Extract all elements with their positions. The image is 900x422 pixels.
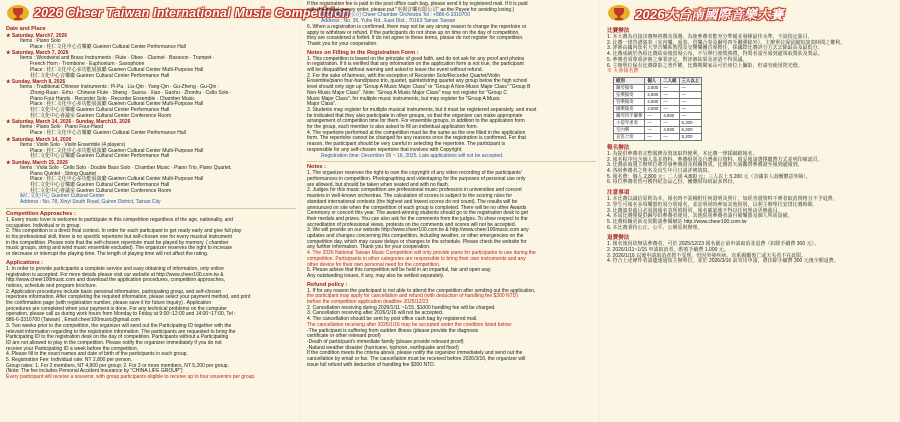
schedule-line: Piano Four Hands · Recorder Solo · Recorder Ensemble · Chamber Music [30,95,195,102]
venue-name: 歸仁文化中心 Gueiren Cultural Center [20,193,105,200]
table-cell: 2,800 [645,105,661,112]
table-row [614,84,702,91]
table-row [614,119,702,126]
note-line: Music Major Class", for multiple music instruments, but may register for "Group A Music [307,95,501,102]
refund-line: 2. Cancellation receiving during 2026/1/11 ~1/15, $1000 handling fee will be charged. [307,304,496,311]
approaches-heading: Competition Approaches : [6,210,76,217]
schedule-line: 桂仁文化中心音樂廳 Gueiren Cultural Center Performance Hall [30,153,170,160]
refund-line: The cancellation receiving after 2026/1/16 may be accepted under the condition listed below: [307,321,513,328]
chinese-column [603,0,900,422]
schedule-line: Items : Viola Solo · Cello Solo · Double Bass Solo · Chamber Music · Piano Trio, Piano Quartet, [20,164,232,171]
payment-line: If the registration fee is paid in the post office cash bag, please send it by registered mail. If it is paid [307,1,528,7]
application-line: 5. Registration Fee: Individual rate: NT 2,800 per person. [6,357,133,364]
rule-line-zh: 6. 主辦單位保有比賽錄影之著作權，比賽期間家長可於座位上攝影，但請勿使用閃光燈。 [607,62,803,69]
divider [307,161,596,162]
refund-heading-zh: 退費辦法 [607,235,630,242]
table-cell: — [645,126,661,133]
rule-line-zh: 1. 本大賽為直接決賽無初賽及預賽，為使參賽者能充分準備並發揮最佳水準，不設指定曲目。 [607,34,813,40]
note-line: Ceremony or concert this year. The award-winning students should go to the registration desk to get [307,210,528,217]
table-cell: 5,200 [679,126,702,133]
application-line: http://www.cheer100music.com and download the application procedures, competition approaches, [6,277,226,284]
approaches-text [6,218,296,258]
note-line: Non-Music Major Class". Note: "Group A Music Major Class" may not register for "Group C [307,89,507,96]
refund-text-zh [607,242,896,265]
refund-line-zh: 1. 報名後因故無法參賽者，可於 2025/12/23 報名截止前申請取消並退費（扣除手續費 300 元）。 [607,241,819,248]
application-line: notices, schedule and program brochure. [6,282,97,289]
table-cell: — [645,112,661,119]
notes-tail [307,268,596,279]
refund-line: certificate or other relevant proof) [307,333,381,340]
schedule-line: Items : Violin Solo · Violin Ensemble (4 players) [20,141,126,148]
table-cell: — [661,105,679,112]
note-line: Any outstanding issues, if any, may also be settled separately. [307,272,445,279]
piano-note-line: 4. The 2026 National Taiwan Music Competition will only provide piano for participants to use during the [307,250,536,257]
souvenir-note: Every participant will receive a souvenir, with group participants eligible to receive up to four souvenirs per group. [6,374,256,381]
approach-line: occupation. Individual or in group. [6,222,81,229]
table-cell: 鋼琴四手聯彈 [614,112,645,119]
refund-text [307,289,596,369]
schedule-line: Items : Woodwind and Brass Instruments : Flute · Oboe · Clarinet · Bassoon · Trumpet · [20,55,215,62]
schedule-line: Place : 桂仁文化中心音樂廳 Gueiren Cultural Center Performance Hall [30,130,186,137]
table-cell: — [661,119,679,126]
refund-line: cancellation by email or fax. The cancellation must be received before 2026/3/16, the organizer will [307,356,526,363]
refund-line: 1. If for any reason the participant is not able to attend the competition after sending out the application, [307,287,536,294]
notes-form-heading: Notes on Filling in the Registration Form : [307,49,419,56]
schedule-line: Place : 桂仁文化中心多功能展演廳 Gueiren Cultural Center Multi-Purpose Hall [30,147,204,154]
refund-line: -Death of participant's immediate family (please provide relevant proof) [307,338,464,345]
note-line: 2. For the sake of fairness, with the exception of Recorder Solo/Recorder Quartet/Violin [307,72,501,79]
table-cell: — [661,98,679,105]
registration-heading-zh: 報名辦法 [607,144,630,151]
application-line: registration is accepted. For more details please visit our website at http://www.cheer100.com.tw & [6,271,224,278]
schedule-line: 桂仁文化中心音樂廳 Gueiren Cultural Center Performance Hall [30,182,170,189]
payment-line: apply to withdraw or refund. If the participants do not show up on time on the day of competition, [307,29,520,36]
note-line: responsible for any self-chosen repertoire that involves with Copyright. [307,146,463,153]
table-cell: — [679,105,702,112]
schedule-line: 桂仁文化中心會議室 Gueiren Cultural Center Conference Room [30,112,172,119]
table-cell: 2,800 [645,98,661,105]
table-cell: — [661,84,679,91]
application-line: 886-6-3310700 (Taiwan) , Email:cheer100music@gmail.com [6,317,141,324]
refund-line-zh: 2. 2026/1/11~1/15 申請取消者，酌收手續費 1,000 元。 [607,247,729,254]
registration-line-zh: 3. 比賽前兩週主辦單位將寄發參賽證及相關資訊，比賽當天請攜帶參賽證至報到處報到。 [607,162,803,169]
application-line: 4. Please fill in the exact names and date of birth of the participants in each group. [6,351,188,358]
note-line-zh: 3. 比賽演奏曲目必須與報名表所填相同，報名確認後不得以任何理由更換曲目。 [607,207,783,214]
competition-title-zh [607,2,896,24]
note-line: are allowed, but should be taken when seated and with no flash. [307,181,450,188]
note-line: 1. This competition is based on the principle of good faith, and do not ask for any proof and photos [307,55,525,62]
table-cell: 室內樂 [614,126,645,133]
payment-line: 奕舒音樂有限公司 Cheer Chamber Orchestra Tel : +886-6-3310700 [321,12,470,19]
piano-only-note [307,251,596,268]
piano-note-line: competition. Participants in other categories are responsible to bring their own instruments and any [307,255,526,262]
application-line: Participating ID to the registration desk on the day of competition. Participants without a Participating [6,334,229,341]
payment-line: Address : No. 36, Yuhe Rd., East Dist., 70163 Tainan Taiwan [321,18,456,25]
registration-text-zh [607,152,896,186]
application-line: repertoire information. After completing the required information, please select your payment method, and print [6,294,251,301]
note-line: 3. Students may register for multiple musical instruments, but it must be registered separately, and must [307,106,537,113]
table-cell: 4,800 [661,112,679,119]
fee-table [613,77,702,141]
note-line: their medals and prizes. You can also ask for the comments from the judges. To show respect to the [307,215,528,222]
approach-line: in the competition. Please note that the self-chosen repertoire must be played by memory. ( chamber [6,239,229,246]
table-cell: 2,800 [645,84,661,91]
refund-line: If the condition meets the criteria above, please notify the organizer immediately and send out the [307,350,523,357]
refund-line: 4. The cancellation should be sent by post office cash bag by registered mail. [307,316,478,323]
schedule-line: Items : Piano Solo · Piano Four-Hand [20,124,104,131]
table-cell: — [679,98,702,105]
registration-line-zh: 4. 各組參賽者之姓名及出生年月日請詳實填寫。 [607,168,713,175]
note-line: form. The repertoire cannot be changed for any reasons once the registration is confirmed. For that [307,135,526,142]
refund-line: issue full refund with deduction of handling fee $300 NTD. [307,361,436,368]
note-line: accreditation of professional views, protests on the comments and scores will not be accepted. [307,221,516,228]
note-line: 2. Judges for this music competition are professional music professors in universities and concert [307,187,522,194]
application-line: the confirmation page (with registration number, please save it for future inquiry) . Application [6,300,212,307]
note-line: standard international contests (the highest and lowest scores do not count). The results will be [307,198,518,205]
table-cell: 國樂獨奏 [614,105,645,112]
application-line: ID are not allowed to play in the competition. Please notify the organizer immediately if you do not [6,339,222,346]
divider [6,208,296,209]
note-line: for the group, each member is also asked to fill an individual application form. [307,124,478,131]
note-line: will be disqualified without warning and asked to leave the event without refund. [307,67,483,74]
applications-heading: Applications : [6,259,43,266]
table-cell: 2,800 [645,91,661,98]
schedule-line: French Horn · Trombone · Euphonium · Saxophone [30,61,145,68]
note-line: 5. Please advise that this competition will be held in an impartial, fair and open way. [307,267,492,274]
note-line: 3. We will provide on our website http://www.cheer100.com.tw & http://www.cheer100music.com any [307,227,529,234]
registration-line-zh: 2. 報名程序包含個人基本資料、參賽組別及自選曲目資料，填妥後請選擇繳費方式並列印確認頁。 [607,156,823,163]
application-line: receive your Participating ID a week before the competition. [6,345,139,352]
table-cell: — [679,91,702,98]
schedule-date: ★ Sunday, March 15, 2026 [6,159,68,166]
trophy-logo-icon [607,4,631,22]
table-cell: 二人組 [661,77,679,84]
table-cell: 5,200 [679,133,702,140]
table-cell: — [661,133,679,140]
notes-form-text [307,57,596,154]
note-line: in registration. If it is verified that any information on the application form is not true, the participant [307,61,524,68]
table-cell: 三人以上 [679,77,702,84]
schedule-line: 桂仁文化中心會議室 Gueiren Cultural Center Conference Room [30,187,172,194]
approach-line: 2. This competition is a direct final contest. In order for each participant to get ready early and give full play [6,228,242,235]
application-line: procedures are completed when your payment is done. For any technical problems on the computer [6,305,227,312]
schedule-line: Place : 桂仁文化中心多功能展演廳 Gueiren Cultural Center Multi-Purpose Hall [30,101,204,108]
table-cell: 鋼琴獨奏 [614,84,645,91]
table-cell: 弦樂獨奏 [614,91,645,98]
application-line: 3. Two weeks prior to the competition, the organizer will send out the Participating ID together with the [6,322,232,329]
payment-info [307,2,596,48]
rules-text-zh [607,35,896,69]
table-row [614,91,702,98]
schedule-date: ★ Sunday, March 8, 2026 [6,79,66,86]
registration-line-zh: 5. 報名費：個人 2,800 元；二人組 4,800 元；三人以上 5,200 元（含國泰人壽團體意外險）。 [607,173,811,180]
registration-line-zh: 6. 每位參賽者皆可獲得紀念品乙份，團體組每組最多四份。 [607,179,738,186]
note-line: performances in competition. Photographing and videotaping for the purposes of personal use only [307,175,526,182]
approach-line: to his professional skill, there is no specific repertoire but self-chosen one for every musical instrument [6,233,232,240]
notes-text [307,171,596,251]
approach-line: 1. Every music lover is welcome to participate in this competition regardless of the age, nationality, and [6,216,233,223]
table-cell: 5,200 [679,119,702,126]
approach-line: music groups, string and wind music ensemble excluded). The organizer reserves the right to increase [6,245,233,252]
piano-note-line: other device for their own personal need for the competition. [307,261,441,268]
rule-line-zh: 2. 比賽一律背譜演奏（室內樂、重奏、管樂合奏及鋼琴四手聯彈除外），主辦單位保留縮短演奏時間之權利。 [607,39,846,46]
table-cell: 小提琴重奏 [614,119,645,126]
payment-line: 6. When a registration is confirmed, there may not be any strong reason to change the repertoire or [307,23,527,30]
venue-address: Address : No. 78, Xinyi South Road, Guiren District, Tainan City [20,199,161,206]
title-text: 2026 Cheer Taiwan International Music Competition [34,6,350,20]
note-line: announced on site when the competition of each group is completed. There will be no other Awards [307,204,527,211]
table-row [614,126,702,133]
competition-title-en [6,2,350,24]
note-line: level should only sign up "Group A Music Major Class" or "Group A Non-Music Major Class" "Group B [307,84,531,91]
application-line: relevant information regarding to the registration information. The participants are requested to bring the [6,328,236,335]
rule-line-zh: 5. 參賽者須尊重評審之專業評定，對評審結果及評語不得異議。 [607,56,748,63]
note-line-zh: 1. 本比賽以誠信原則為本，報名時不需檢附任何證明及照片，如經查證資料不實者取消資格且不予退費。 [607,196,838,203]
refund-line: before the competition application deadline 2025/12/23 [307,299,429,306]
note-line-zh: 5. 比賽相關更新及異動請參閱網站 http://www.cheer100.com.tw [607,218,747,225]
rules-heading-zh: 比賽辦法 [607,28,630,34]
table-cell: — [679,112,702,119]
schedule-line: Items : Piano Solo [20,38,61,44]
application-line: 1. In order to provide participants a complete service and easy obtaining of information, only online [6,265,224,272]
rule-line-zh: 4. 比賽成績於各組比賽結束後當場公布，不另舉行頒獎典禮，得獎者請至報到處領取獎狀及獎品。 [607,51,823,58]
note-line: reason, the participant should be very careful in selecting the repertoire. The participant is [307,141,506,148]
applications-text [6,267,296,375]
schedule-line: Zhong-Ruan · Erhu · Chinese Flute · Sheng · Suona · Xiao · Gaohu · Zhonhu · Cello Solo · [30,89,232,96]
note-line: updates and changes concerning this competition, including weather, or other emergencies on the [307,233,524,240]
note-line: be indicated that they also participate in other groups, so that the organizer can make appropriate [307,112,523,119]
table-cell: — [661,91,679,98]
note-line: Ensemble/piano four-hand/piano trio, quartet, quintet/string quartet any group below the high school [307,78,528,85]
table-row [614,105,702,112]
note-line: masters in well-known orchestras. The calculation of scores is subject to the scoring rules for [307,193,512,200]
english-column-right [303,0,600,422]
date-place-heading: Date and Place [6,26,46,32]
refund-line-zh: 4. 符合上述條件者請儘速通知主辦單位，並於 2026/3/16 前寄出申請，將扣除手續費 300 元後全額退費。 [607,258,839,265]
rule-line-zh: 3. 評審由國內知名大學音樂系教授及交響樂團首席擔任，採國際比賽評分方式去除最高及最低分。 [607,45,823,52]
table-cell: 直笛合奏 [614,133,645,140]
payment-line: they are considered a forfeit. If do not agree to these terms, please do not register for competition. [307,35,524,42]
refund-line: 3. Cancellation receiving after 2026/1/16 will not be accepted. [307,310,444,317]
schedule-date: ★ Saturday, March 14, 2026 · Sunday, March15, 2026 [6,119,131,126]
schedule-line: Place : 桂仁文化中心音樂廳 Gueiren Cultural Center Performance Hall [30,43,186,50]
note-line-zh: 2. 學生可報名多項樂器但須分別報名，並註明同時參加其他組別，以利主辦單位安排比賽時間。 [607,201,818,208]
refund-line: -The participant is suffering from sudden illness (please provide the diagnosis [307,327,479,334]
refund-line-zh: 3. 2026/1/16 以後申請取消者恕不受理，但因突發疾病、直系親屬喪亡或天災者不在此限。 [607,252,807,259]
schedule-date: ★ Saturday, March 7, 2026 [6,50,69,57]
schedule-line: Piano Quintet · String Quartet [30,170,96,177]
schedule-date: ★ Saturday, March 14, 2026 [6,136,72,143]
title-text-zh: 2026大台南國際音樂大賽 [635,6,784,22]
application-line: 2. Application procedures include basic personal information, participating group, and self-chosen [6,288,222,295]
refund-heading: Refund policy : [307,281,348,288]
note-line: 4. The repertoire performed at the competition must be the same as the one filled in the application [307,129,526,136]
registration-time: Registration time: December 05 ~ 16, 2025. Late applications will not be accepted. [321,152,504,159]
trophy-logo-icon [6,4,30,22]
schedule-list [6,33,296,194]
schedule-line: Place : 桂仁文化中心多功能展演廳 Gueiren Cultural Center Multi-Purpose Hall [30,176,204,183]
table-row [614,112,702,119]
payment-line: with the postal money order, please put "巫揚音樂有限公司" as the Payee for avoiding losing.) [307,6,515,13]
table-cell: — [645,133,661,140]
registration-line-zh: 1. 為提供參賽者完整服務及資訊取得便利，本比賽一律採網路報名。 [607,150,758,157]
table-cell: 4,800 [661,126,679,133]
payment-line: Thank you for your cooperation. [307,40,378,47]
refund-line: -Natural weather disaster (hurricane, typhoon, earthquake and flood) [307,344,459,351]
table-row [614,98,702,105]
approach-line: or decrease or interrupt the playing time. The length of playing time will not affect the rating. [6,251,209,258]
table-cell: 個人 [645,77,661,84]
application-line: (Note: The fee includes Personal Accident Insurance by "CHINA LIFE GROUP") [6,368,183,375]
table-cell: — [679,84,702,91]
schedule-line: Place : 桂仁文化中心多功能展演廳 Gueiren Cultural Center Multi-Purpose Hall [30,66,204,73]
table-cell: 管樂獨奏 [614,98,645,105]
note-line: arrangement of competition time for them. For ensemble groups, in addition to the application form [307,118,525,125]
schedule-line: Items : Traditional Chinese Instruments : Pi-Pa · Liu-Qin · Yang-Qin · Gu-Zheng · Gu-Qin · [20,84,220,91]
schedule-line: 桂仁文化中心音樂廳 Gueiren Cultural Center Performance Hall [30,107,170,114]
application-line: operation, please call us during work hours from Monday to Friday at 9:00~12:00 and 14:00~17:00, Tel : [6,311,236,318]
note-line: Major Class". [307,101,337,108]
schedule-date: ★ Saturday, March7, 2026 [6,33,68,39]
note-line: 1. The organizer reserves the right to own the copyright of any video recording of the participants' [307,170,522,177]
note-line-zh: 4. 本屆比賽僅提供鋼琴供參賽者使用，其他組別參賽者請自備樂器及個人所需設備。 [607,213,793,220]
refund-line: the participant may apply for cancellation and refund (with deduction of handling fee $300 NTD) [307,293,518,300]
note-line: competition day, which may cause delays or changes to the schedule. Please check the website for [307,238,527,245]
table-row [614,133,702,140]
fee-table-caption: ※ 大會報名費 [607,68,639,75]
notes-heading: Notes : [307,164,326,171]
note-line: any further information. Thank you for your cooperation. [307,244,431,251]
table-row [614,77,702,84]
application-line: Group rates: 1. For 2 members, NT 4,800 per group; 2. For 3 or more members, NT 5,200 per group. [6,362,229,369]
note-line-zh: 6. 本比賽秉持公正、公平、公開原則辦理。 [607,224,703,231]
schedule-line: 桂仁文化中心音樂廳 Gueiren Cultural Center Performance Hall [30,72,170,79]
table-cell: 組別 [614,77,645,84]
notes-heading-zh: 注意事項 [607,190,630,197]
table-cell: — [645,119,661,126]
notes-text-zh [607,197,896,231]
